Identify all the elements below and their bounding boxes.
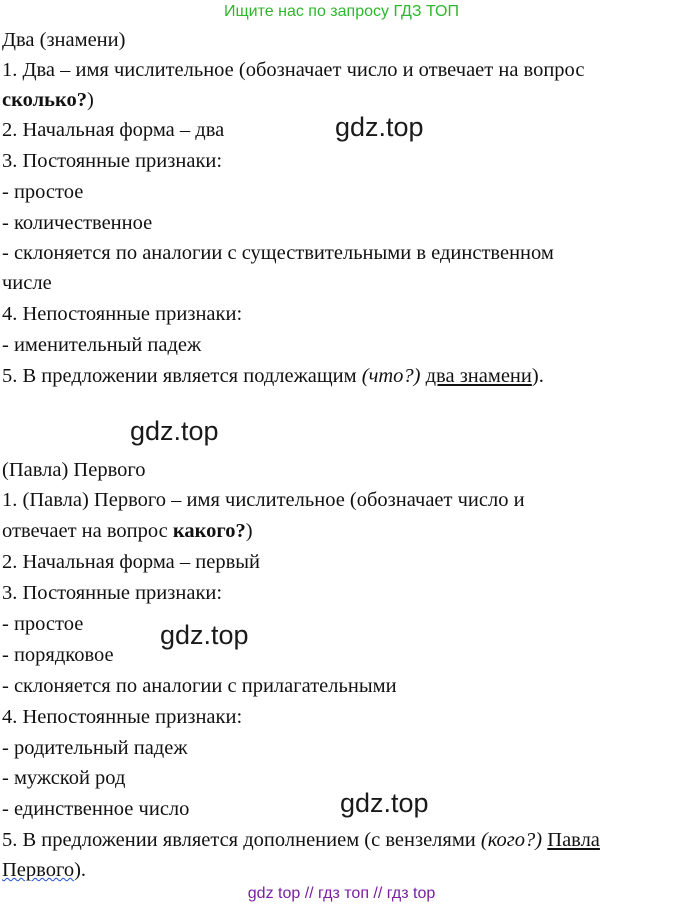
question-italic: (кого?) bbox=[480, 829, 543, 851]
section1-item3b: - количественное bbox=[2, 212, 153, 234]
section1-item3: 3. Постоянные признаки: bbox=[2, 150, 223, 172]
top-banner: Ищите нас по запросу ГДЗ ТОП bbox=[224, 3, 459, 20]
section1-item3a: - простое bbox=[2, 181, 84, 203]
question-word: сколько? bbox=[2, 89, 88, 111]
section1-item4: 4. Непостоянные признаки: bbox=[2, 303, 243, 325]
underlined-object: Павла bbox=[547, 829, 600, 851]
section1-item4a: - именительный падеж bbox=[2, 334, 202, 356]
wavy-underlined-object: Первого bbox=[2, 859, 75, 881]
section2-item5-cont bbox=[2, 857, 86, 883]
text-fragment: 5. В предложении является дополнением (с вензелями bbox=[2, 829, 481, 851]
section2-title: (Павла) Первого bbox=[2, 459, 146, 481]
question-italic: (что?) bbox=[361, 365, 421, 387]
section2-item5 bbox=[2, 827, 600, 853]
underlined-subject: два знамени bbox=[425, 365, 532, 387]
section1-item3c: - склоняется по аналогии с существительными в единственном bbox=[2, 242, 554, 264]
section2-item3c: - склоняется по аналогии с прилагательными bbox=[2, 675, 397, 697]
section1-item1: 1. Два – имя числительное (обозначает число и отвечает на вопрос bbox=[2, 59, 585, 81]
text-fragment: ). bbox=[74, 859, 87, 881]
section2-item4a: - родительный падеж bbox=[2, 737, 188, 759]
section2-item2: 2. Начальная форма – первый bbox=[2, 551, 261, 573]
section2-item3a: - простое bbox=[2, 613, 84, 635]
section2-item3b: - порядковое bbox=[2, 644, 114, 666]
section2-item3: 3. Постоянные признаки: bbox=[2, 582, 223, 604]
watermark: gdz.top bbox=[160, 620, 249, 650]
section1-item2: 2. Начальная форма – два bbox=[2, 119, 225, 141]
text-fragment: ). bbox=[531, 365, 544, 387]
section2-item4: 4. Непостоянные признаки: bbox=[2, 706, 243, 728]
question-word: какого? bbox=[172, 520, 246, 542]
section2-item4c: - единственное число bbox=[2, 798, 190, 820]
text-fragment: ) bbox=[245, 520, 253, 542]
section2-item1-cont bbox=[2, 518, 253, 544]
section1-title: Два (знамени) bbox=[2, 29, 126, 51]
watermark: gdz.top bbox=[130, 416, 219, 446]
text-fragment: отвечает на вопрос bbox=[2, 520, 173, 542]
section2-item4b: - мужской род bbox=[2, 767, 126, 789]
section1-item3c-cont: числе bbox=[2, 272, 52, 294]
section1-item1-cont bbox=[2, 87, 94, 113]
watermark: gdz.top bbox=[340, 788, 429, 818]
watermark: gdz.top bbox=[335, 112, 424, 142]
text-fragment: ) bbox=[87, 89, 94, 111]
section1-item5 bbox=[2, 363, 544, 389]
text-fragment: 5. В предложении является подлежащим bbox=[2, 365, 362, 387]
footer-links: gdz top // гдз топ // гдз top bbox=[247, 885, 436, 902]
section2-item1: 1. (Павла) Первого – имя числительное (обозначает число и bbox=[2, 489, 525, 511]
